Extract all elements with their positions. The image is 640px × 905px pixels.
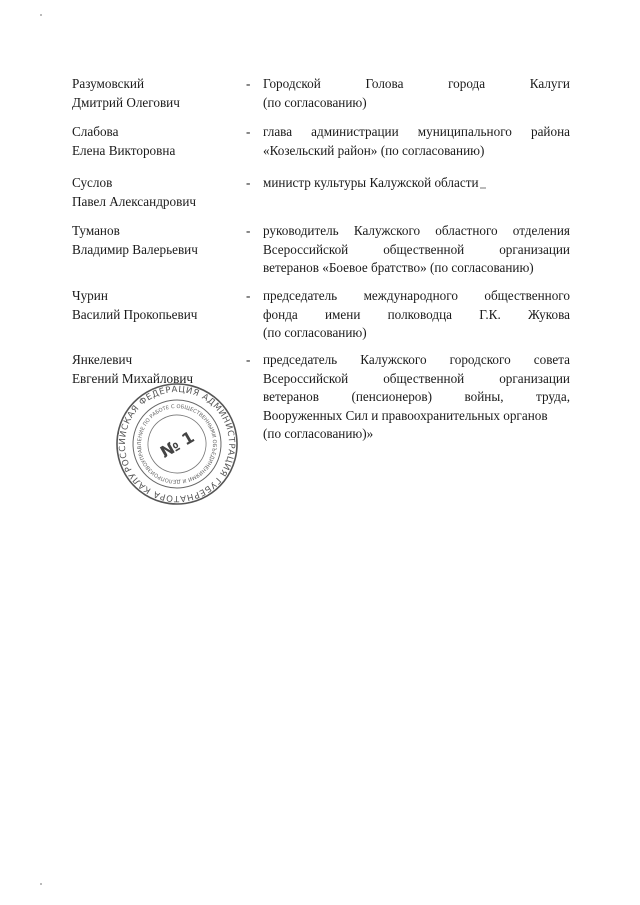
role-line: «Козельский район» (по согласованию) — [263, 142, 485, 158]
member-surname: Суслов — [72, 175, 113, 190]
role-line: Городской Голова города Калуги — [263, 76, 570, 91]
separator-dash: - — [246, 175, 251, 190]
member-role — [263, 287, 570, 343]
member-given-names: Василий Прокопьевич — [72, 306, 198, 322]
role-line: (по согласованию) — [263, 325, 367, 340]
member-given-names: Павел Александрович — [72, 193, 197, 209]
member-name — [72, 222, 242, 259]
role-line: (по согласованию) — [263, 94, 367, 110]
member-role — [263, 123, 570, 160]
member-surname: Туманов — [72, 223, 120, 238]
role-line: министр культуры Калужской области — [263, 175, 479, 190]
member-role — [263, 351, 570, 444]
member-role — [263, 75, 570, 112]
member-given-names: Владимир Валерьевич — [72, 241, 198, 257]
member-surname: Чурин — [72, 288, 108, 303]
scan-speck — [40, 14, 42, 16]
role-line: Всероссийской общественной организации — [263, 241, 570, 257]
member-name — [72, 174, 242, 211]
official-seal-stamp — [115, 382, 239, 506]
member-surname: Слабова — [72, 124, 119, 139]
separator-dash: - — [246, 76, 251, 91]
scan-speck — [40, 883, 42, 885]
member-given-names: Дмитрий Олегович — [72, 94, 180, 110]
role-line: руководитель Калужского областного отделения — [263, 223, 570, 238]
separator-dash: - — [246, 352, 251, 367]
role-line: Вооруженных Сил и правоохранительных органов — [263, 407, 548, 423]
member-role — [263, 222, 570, 278]
role-line: фонда имени полководца Г.К. Жукова — [263, 306, 570, 322]
role-line: ветеранов «Боевое братство» (по согласованию) — [263, 260, 534, 275]
member-role — [263, 174, 570, 193]
seal-number: № 1 — [156, 427, 198, 462]
role-line: (по согласованию)» — [263, 426, 374, 441]
seal-outer-text: РОССИЙСКАЯ ФЕДЕРАЦИЯ АДМИНИСТРАЦИЯ ГУБЕРНАТОРА КАЛУЖСКОЙ — [117, 384, 237, 504]
role-line: председатель международного общественного — [263, 288, 570, 303]
scan-speck — [480, 187, 486, 189]
member-given-names: Елена Викторовна — [72, 142, 176, 158]
separator-dash: - — [246, 288, 251, 303]
member-given-names: Евгений Михайлович — [72, 370, 194, 386]
role-line: председатель Калужского городского совета — [263, 352, 570, 367]
role-line: глава администрации муниципального района — [263, 124, 570, 139]
member-name — [72, 287, 242, 324]
member-name — [72, 75, 242, 112]
member-surname: Разумовский — [72, 76, 145, 91]
member-name — [72, 123, 242, 160]
role-line: Всероссийской общественной организации — [263, 370, 570, 386]
seal-inner-text: УПРАВЛЕНИЕ ПО РАБОТЕ С ОБЩЕСТВЕННЫМИ ОБЪЕДИНЕНИЯМИ И ДЕЛОПРОИЗВОДСТВУ — [136, 403, 218, 485]
role-line: ветеранов (пенсионеров) войны, труда, — [263, 389, 570, 404]
member-surname: Янкелевич — [72, 352, 133, 367]
separator-dash: - — [246, 223, 251, 238]
separator-dash: - — [246, 124, 251, 139]
